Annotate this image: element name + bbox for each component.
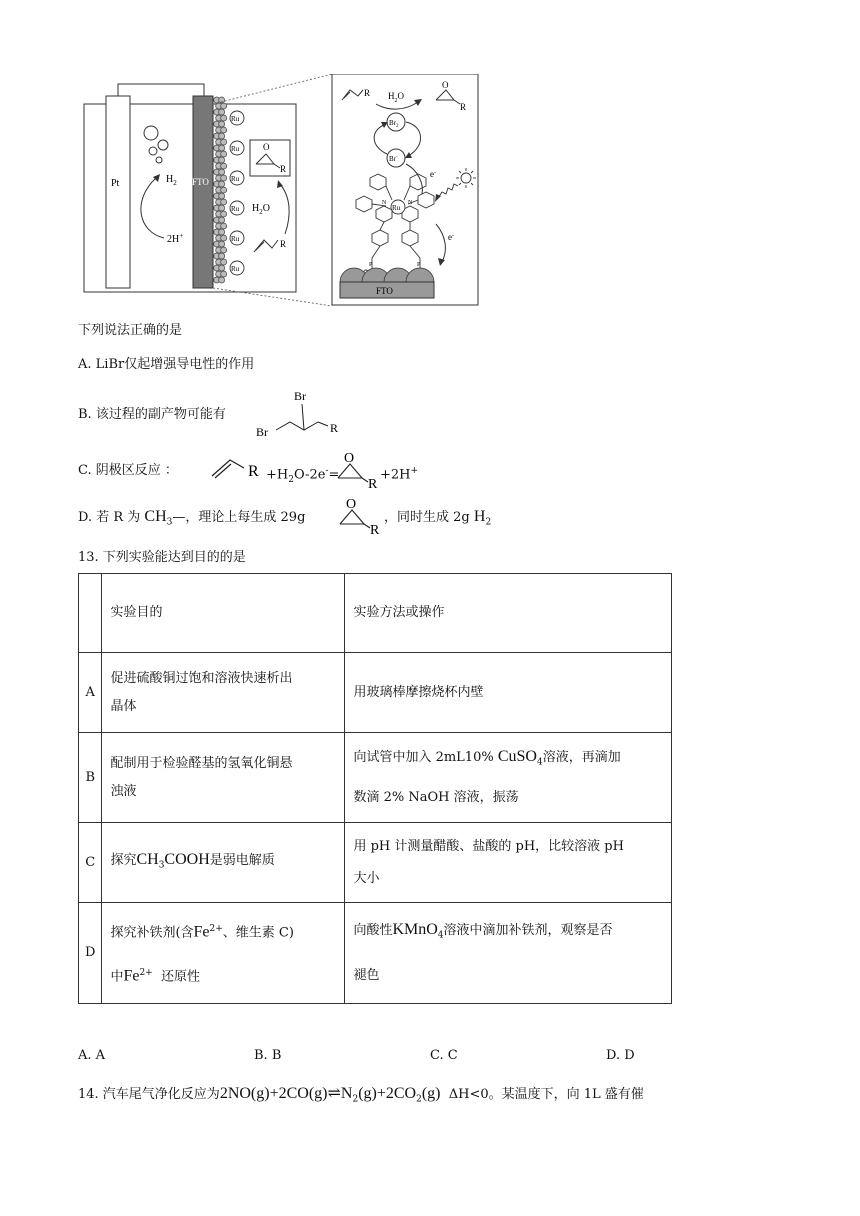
svg-text:N: N [408, 200, 413, 206]
row-label: C [79, 823, 102, 903]
nanoparticle [221, 115, 227, 121]
answer-option-a: A. A [78, 1048, 106, 1063]
svg-text:R: R [280, 164, 287, 174]
answer-option-c: C. C [430, 1048, 458, 1063]
nanoparticle [219, 265, 225, 271]
nanoparticle [221, 247, 227, 253]
zoom-line-bottom [213, 288, 332, 306]
ru-dye-label: Ru [231, 175, 240, 183]
pt-label: Pt [111, 178, 120, 189]
table-header-cell [79, 574, 102, 653]
row-label: A [79, 653, 102, 733]
svg-text:Br-: Br- [389, 155, 398, 163]
svg-text:O: O [344, 451, 355, 466]
method-cell: 向酸性KMnO$_4$溶液中滴加补铁剂，观察是否 褪色 [345, 903, 672, 1004]
nanoparticle [219, 205, 225, 211]
d-epoxide-structure [336, 494, 386, 536]
water-label: $H_2O$ [252, 203, 270, 216]
table-row [79, 823, 672, 903]
nanoparticle-layer [214, 97, 227, 283]
q12-option-c-middle: $+H_2O-2e^-=$ [266, 466, 340, 485]
q12-option-d-suffix: ，同时生成 2g $H_2$ [384, 508, 492, 528]
nanoparticle [219, 121, 225, 127]
c-alkene-structure [208, 454, 268, 482]
fto-label: FTO [192, 177, 209, 187]
nanoparticle [221, 163, 227, 169]
nanoparticle [219, 181, 225, 187]
nanoparticle [221, 175, 227, 181]
svg-text:Br: Br [294, 389, 306, 403]
nanoparticle [221, 199, 227, 205]
nanoparticle [219, 241, 225, 247]
nanoparticle [219, 229, 225, 235]
nanoparticle [219, 109, 225, 115]
svg-text:e-: e- [448, 232, 454, 242]
pt-electrode [106, 96, 130, 288]
svg-text:R: R [364, 88, 371, 98]
nanoparticle [219, 217, 225, 223]
method-cell: 向试管中加入 2mL10% CuSO$_4$溶液，再滴加 数滴 2% NaOH 溶液，振荡 [345, 733, 672, 823]
table-header-cell: 实验方法或操作 [345, 574, 672, 653]
answer-option-b: B. B [254, 1048, 282, 1063]
q13-experiment-table [78, 573, 672, 1004]
svg-text:FTO: FTO [376, 286, 393, 296]
svg-text:N: N [382, 200, 387, 206]
svg-text:R: R [370, 523, 380, 536]
q14-stem: 14. 汽车尾气净化反应为$2NO(g)+2CO(g)\rightleftharpoons N_2(g)+2CO_2(g)$ ΔH<0。某温度下，向 1L 盛有催 [78, 1085, 644, 1105]
zoom-line-top [213, 74, 332, 104]
ru-dye-label: Ru [231, 235, 240, 243]
svg-text:R: R [248, 463, 259, 480]
q12-option-c-prefix: C. 阴极区反应 ： [78, 463, 178, 478]
nanoparticle [221, 151, 227, 157]
svg-text:R: R [460, 102, 467, 112]
q12-option-a: A. LiBr仅起增强导电性的作用 [78, 357, 255, 372]
ru-dye-label: Ru [231, 265, 240, 273]
row-label: B [79, 733, 102, 823]
nanoparticle [219, 169, 225, 175]
external-wire [118, 84, 204, 96]
svg-text:P: P [417, 262, 421, 268]
table-header-row [79, 574, 672, 653]
fto-electrode [193, 96, 213, 288]
svg-text:R: R [280, 239, 287, 249]
nanoparticle [221, 223, 227, 229]
goal-cell: 促进硫酸铜过饱和溶液快速析出 晶体 [102, 653, 345, 733]
q12-option-b: B. 该过程的副产物可能有 [78, 407, 226, 422]
nanoparticle [219, 193, 225, 199]
svg-text:R: R [330, 421, 339, 435]
electrolysis-figure [80, 74, 480, 306]
svg-text:R: R [368, 477, 378, 490]
nanoparticle [219, 277, 225, 283]
nanoparticle [221, 139, 227, 145]
ru-dye-label: Ru [231, 205, 240, 213]
nanoparticle [219, 133, 225, 139]
q13-stem: 13. 下列实验能达到目的的是 [78, 550, 246, 565]
table-row [79, 733, 672, 823]
method-cell: 用 pH 计测量醋酸、盐酸的 pH，比较溶液 pH 大小 [345, 823, 672, 903]
svg-text:O: O [346, 497, 357, 512]
table-header-cell: 实验目的 [102, 574, 345, 653]
c-epoxide-structure [334, 448, 384, 490]
answer-option-d: D. D [606, 1048, 635, 1063]
nanoparticle [221, 259, 227, 265]
h2-label: $H_2$ [166, 174, 177, 187]
ru-dye-label: Ru [231, 115, 240, 123]
goal-cell: 配制用于检验醛基的氢氧化铜悬 浊液 [102, 733, 345, 823]
nanoparticle [219, 145, 225, 151]
nanoparticle [221, 103, 227, 109]
nanoparticle [219, 253, 225, 259]
svg-text:O: O [442, 80, 449, 90]
nanoparticle [221, 211, 227, 217]
ru-dye-label: Ru [231, 145, 240, 153]
goal-cell: 探究补铁剂(含$Fe^{2+}$、维生素 C) 中$Fe^{2+}$ 还原性 [102, 903, 345, 1004]
nanoparticle [219, 157, 225, 163]
proton-label: 2H+ [167, 232, 184, 245]
svg-text:e-: e- [430, 169, 436, 179]
svg-text:Br: Br [256, 425, 268, 439]
method-cell: 用玻璃棒摩擦烧杯内壁 [345, 653, 672, 733]
svg-text:P: P [369, 262, 373, 268]
oxidation-arrow [280, 184, 289, 234]
ru-dye-layer [230, 111, 244, 275]
nanoparticle [221, 187, 227, 193]
alkene-reactant [254, 240, 278, 252]
proton-reduction-arrow [141, 178, 164, 238]
inset-water-label: $H_2O$ [388, 91, 404, 104]
q12-stem: 下列说法正确的是 [78, 323, 183, 338]
svg-text:O: O [263, 142, 270, 152]
goal-cell: 探究$CH_3COOH$是弱电解质 [102, 823, 345, 903]
hydrogen-bubbles [144, 126, 168, 163]
row-label: D [79, 903, 102, 1004]
table-row [79, 903, 672, 1004]
nanoparticle [221, 127, 227, 133]
table-row [79, 653, 672, 733]
q12-option-c-suffix: +2H+ [380, 466, 419, 483]
q12-option-d: D. 若 R 为 $CH_3—$，理论上每生成 29g [78, 508, 306, 528]
nanoparticle [221, 271, 227, 277]
svg-text:Br2: $Br_2$ [389, 119, 399, 129]
svg-text:Ru: Ru [392, 204, 401, 212]
dibromide-structure [252, 386, 352, 440]
nanoparticle [221, 235, 227, 241]
